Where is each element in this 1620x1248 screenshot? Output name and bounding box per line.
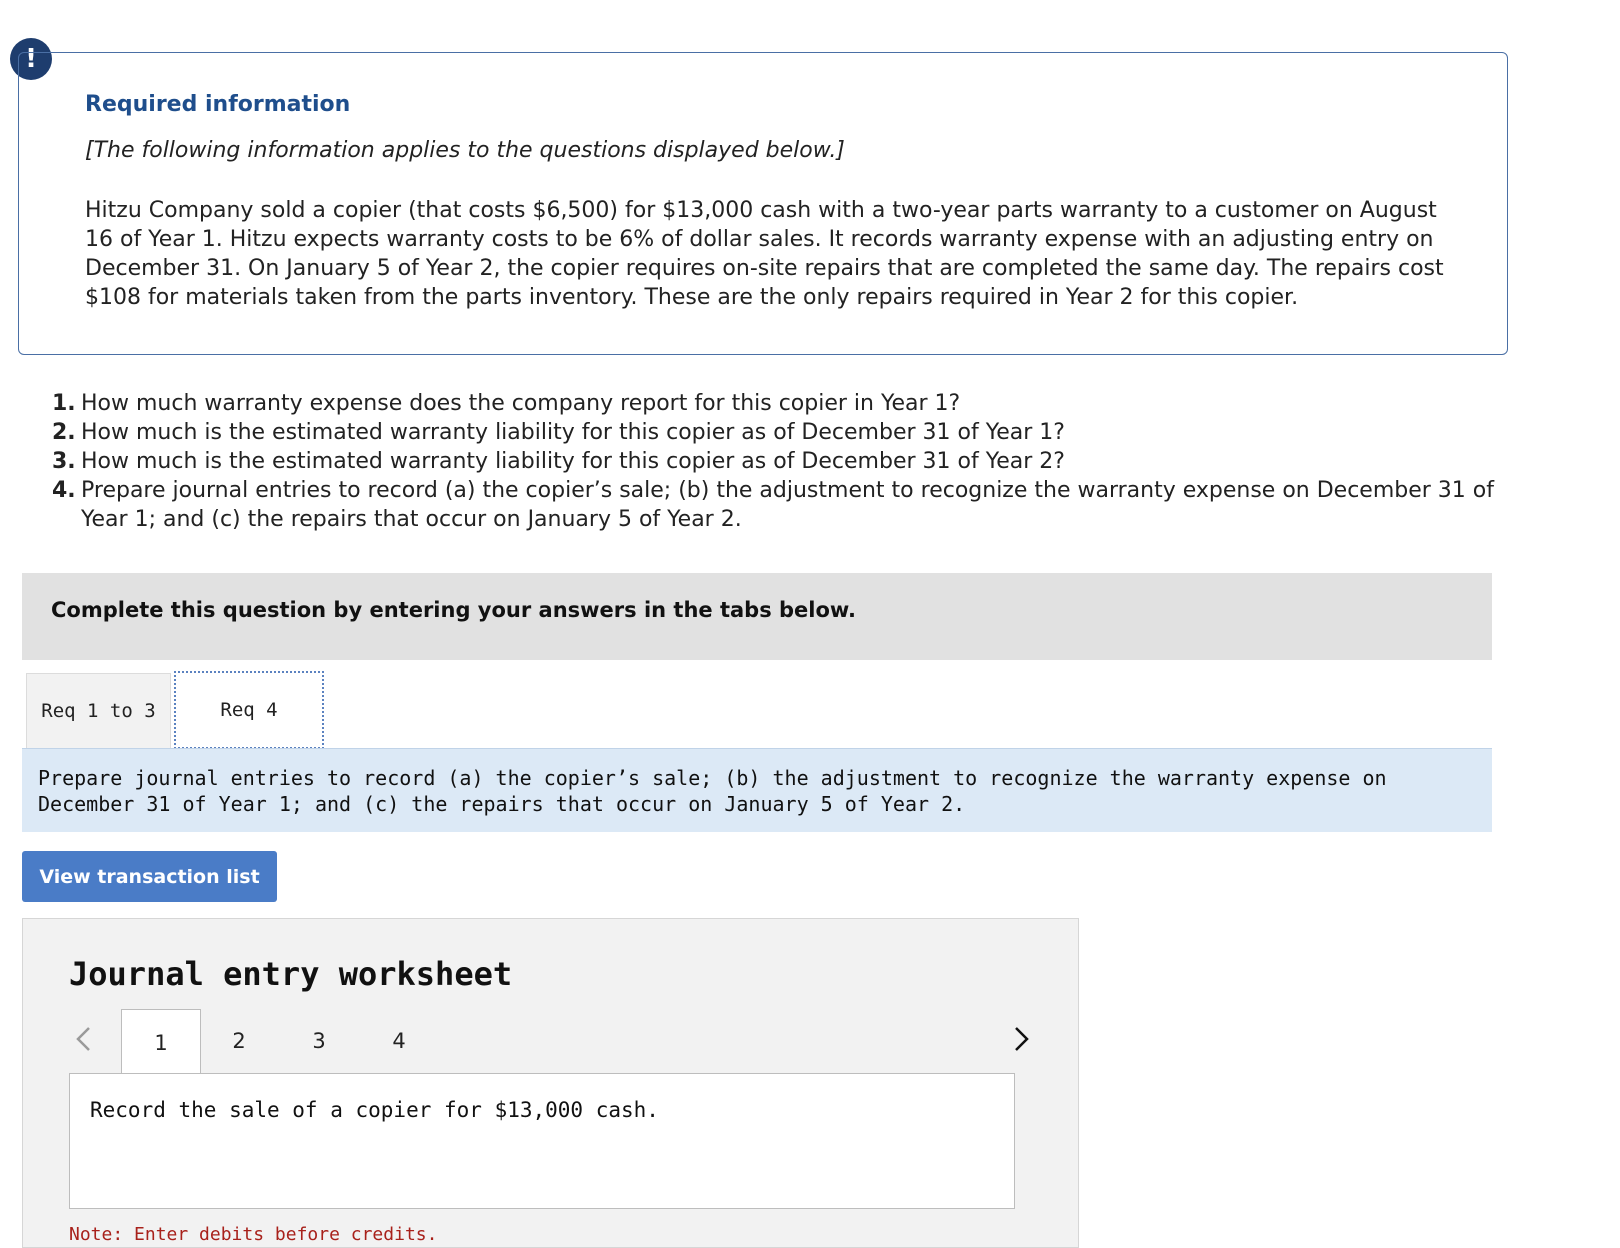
question-item bbox=[52, 447, 1502, 476]
info-title: Required information bbox=[85, 92, 351, 117]
exclamation-icon: ! bbox=[10, 38, 52, 80]
question-text: Prepare journal entries to record (a) the copier’s sale; (b) the adjustment to recognize the warranty expense on December 31 of Year 1; and (c) the repairs that occur on January 5 of Year 2. bbox=[81, 478, 1494, 532]
previous-arrow-icon[interactable] bbox=[69, 1019, 99, 1059]
question-list bbox=[52, 389, 1502, 534]
step-label: 1 bbox=[154, 1030, 168, 1055]
step-tab-2[interactable] bbox=[199, 1009, 279, 1073]
question-item bbox=[52, 418, 1502, 447]
worksheet-title: Journal entry worksheet bbox=[69, 955, 513, 993]
next-arrow-icon[interactable] bbox=[1006, 1019, 1036, 1059]
question-text: How much is the estimated warranty liability for this copier as of December 31 of Year 2? bbox=[81, 449, 1065, 474]
question-number: 3. bbox=[52, 449, 76, 474]
question-item bbox=[52, 476, 1502, 534]
instruction-text: Prepare journal entries to record (a) the copier’s sale; (b) the adjustment to recognize the warranty expense on December 31 of Year 1; and (c) the repairs that occur on January 5 of Year 2. bbox=[38, 766, 1387, 816]
question-text: How much warranty expense does the company report for this copier in Year 1? bbox=[81, 391, 961, 416]
question-number: 1. bbox=[52, 391, 76, 416]
complete-banner bbox=[22, 573, 1492, 660]
step-label: 2 bbox=[232, 1029, 246, 1053]
step-tab-4[interactable] bbox=[359, 1009, 439, 1073]
step-label: 3 bbox=[312, 1029, 326, 1053]
info-body: Hitzu Company sold a copier (that costs $6,500) for $13,000 cash with a two-year parts warranty to a customer on August 16 of Year 1. Hitzu expects warranty costs to be 6% of dollar sales. It records warranty expense with an adjusting entry on December 31. On January 5 of Year 2, the copier requires on-site repairs that are completed the same day. The repairs cost $108 for materials taken from the parts inventory. These are the only repairs required in Year 2 for this copier. bbox=[85, 198, 1444, 310]
journal-entry-worksheet bbox=[22, 918, 1079, 1248]
question-text: How much is the estimated warranty liability for this copier as of December 31 of Year 1? bbox=[81, 420, 1065, 445]
tab-label: Req 4 bbox=[220, 699, 278, 721]
entry-description-box bbox=[69, 1073, 1015, 1209]
step-tab-3[interactable] bbox=[279, 1009, 359, 1073]
question-number: 4. bbox=[52, 478, 76, 503]
step-tab-1[interactable] bbox=[121, 1009, 201, 1075]
tab-label: Req 1 to 3 bbox=[41, 700, 156, 722]
worksheet-note: Note: Enter debits before credits. bbox=[69, 1224, 438, 1245]
tab-req-4[interactable] bbox=[174, 671, 324, 749]
instruction-panel bbox=[22, 748, 1492, 832]
info-subtitle: [The following information applies to the questions displayed below.] bbox=[85, 138, 845, 163]
view-transaction-list-button[interactable]: View transaction list bbox=[22, 851, 277, 902]
step-label: 4 bbox=[392, 1029, 406, 1053]
tab-req-1-to-3[interactable] bbox=[26, 673, 171, 748]
question-number: 2. bbox=[52, 420, 76, 445]
complete-banner-text: Complete this question by entering your answers in the tabs below. bbox=[51, 598, 856, 622]
question-item bbox=[52, 389, 1502, 418]
entry-description: Record the sale of a copier for $13,000 cash. bbox=[90, 1098, 659, 1122]
